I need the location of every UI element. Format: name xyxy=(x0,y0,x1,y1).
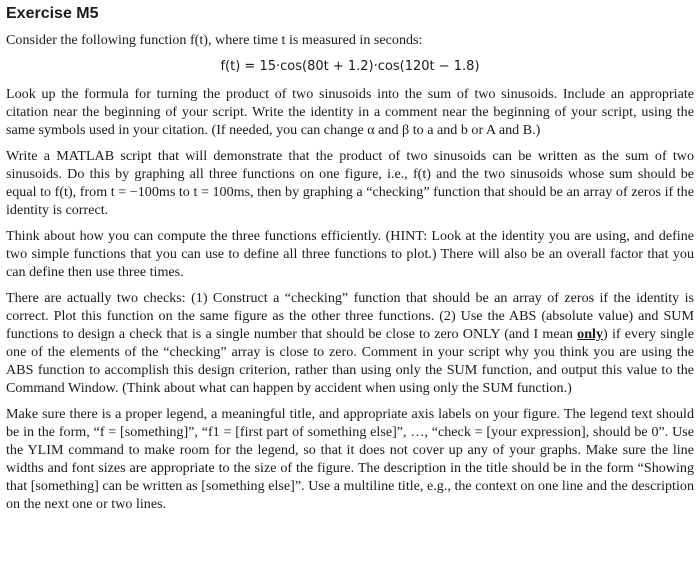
intro-text: Consider the following function f(t), where time t is measured in seconds: xyxy=(6,32,423,48)
exercise-title: Exercise M5 xyxy=(6,5,99,22)
checks-text-part2: ) if every single one of the elements of the “checking” array is close to zero. Comment in your script why you think you are using the ABS function to accomplish this design criterion, rather than using only the SUM function, and output this value to the Command Window. (Think about what can happen by accident when using only the SUM function.) xyxy=(6,326,694,396)
paragraph-citation: Look up the formula for turning the product of two sinusoids into the sum of two sinusoids. Include an appropriate citation near the beginning of your script. Write the identity in a comment near the beginning of your script, using the same symbols used in your citation. (If needed, you can change α and β to a and b or A and B.) xyxy=(6,86,694,138)
paragraph-matlab-script: Write a MATLAB script that will demonstrate that the product of two sinusoids can be written as the sum of two sinusoids. Do this by graphing all three functions on one figure, i.e., f(t) and the two sinusoids whose sum should be equal to f(t), from t = −100ms to t = 100ms, then by graphing a “checking” function that should be an array of zeros if the identity is correct. xyxy=(6,148,694,218)
paragraph-efficiency: Think about how you can compute the three functions efficiently. (HINT: Look at the identity you are using, and define two simple functions that you can use to define all three functions to plot.) There will also be an overall factor that you can define then use three times. xyxy=(6,228,694,280)
checks-text-part1: There are actually two checks: (1) Construct a “checking” function that should be an array of zeros if the identity is correct. Plot this function on the same figure as the other three functions. (2) Use the ABS (absolute value) and SUM functions to design a check that is a single number that should be close to zero ONLY (and I mean xyxy=(6,290,694,342)
paragraph-legend-title: Make sure there is a proper legend, a meaningful title, and appropriate axis labels on your figure. The legend text should be in the form, “f = [something]”, “f1 = [first part of something else]”, …, “check = [your expression], should be 0”. Use the YLIM command to make room for the legend, so that it does not cover up any of your graphs. Make sure the line widths and font sizes are appropriate to the size of the figure. The description in the title should be in the form “Showing that [something] can be written as [something else]”. Use a multiline title, e.g., the context on one line and the description on the next one or two lines. xyxy=(6,406,694,512)
function-formula: f(t) = 15·cos(80t + 1.2)·cos(120t − 1.8) xyxy=(220,59,480,74)
paragraph-checks xyxy=(6,289,694,397)
emphasis-only: only xyxy=(577,326,604,342)
